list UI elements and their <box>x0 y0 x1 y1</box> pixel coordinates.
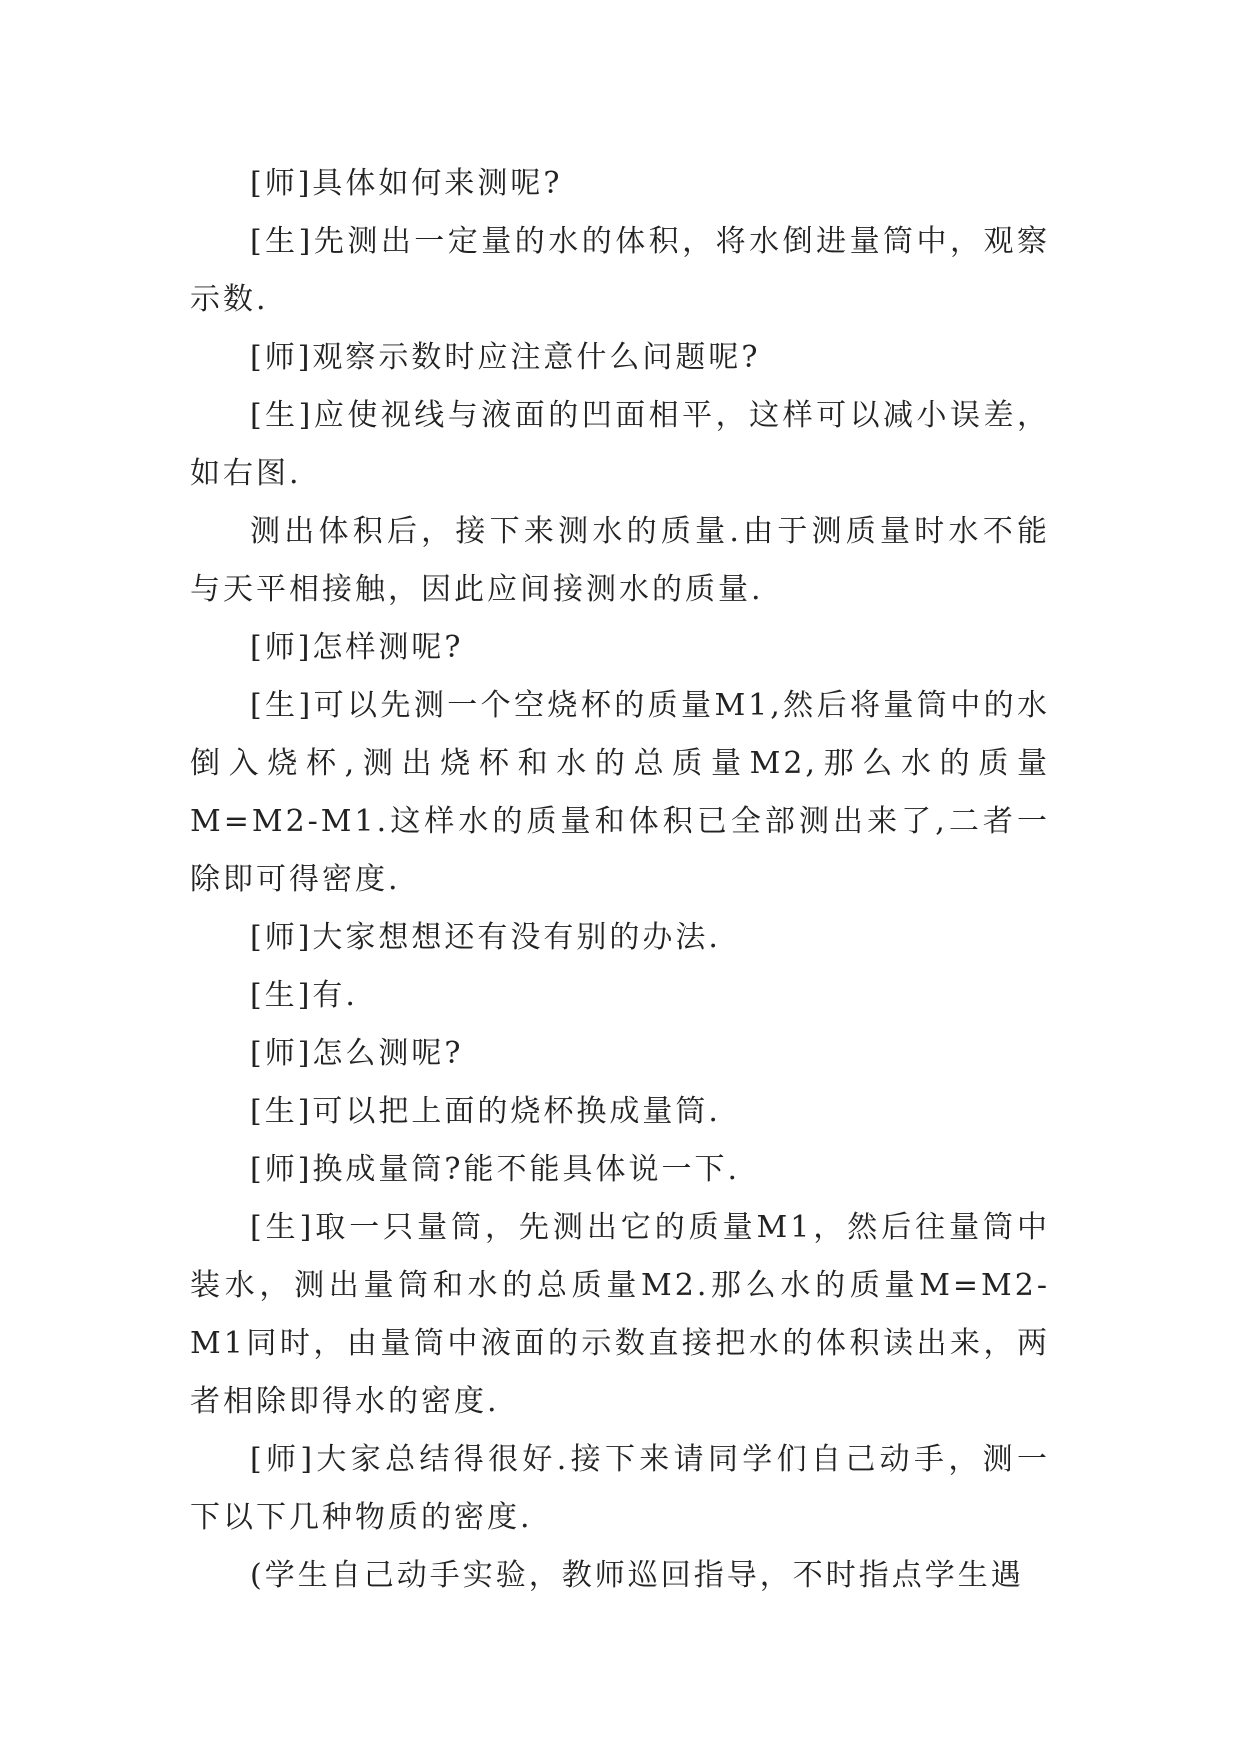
paragraph-13: [生]取一只量筒，先测出它的质量M1，然后往量筒中装水，测出量筒和水的总质量M2.那么水的质量M=M2-M1同时，由量筒中液面的示数直接把水的体积读出来，两者相除即得水的密度. <box>190 1210 1050 1419</box>
paragraph-7: [生]可以先测一个空烧杯的质量M1,然后将量筒中的水倒入烧杯,测出烧杯和水的总质量M2,那么水的质量M=M2-M1.这样水的质量和体积已全部测出来了,二者一除即可得密度. <box>190 688 1050 897</box>
paragraph-10: [师]怎么测呢? <box>250 1036 464 1071</box>
paragraph-1: [师]具体如何来测呢? <box>250 166 563 201</box>
paragraph-12: [师]换成量筒?能不能具体说一下. <box>250 1152 741 1187</box>
body-text <box>190 155 1050 1605</box>
paragraph-2: [生]先测出一定量的水的体积，将水倒进量筒中，观察示数. <box>190 224 1050 317</box>
paragraph-5: 测出体积后，接下来测水的质量.由于测质量时水不能与天平相接触，因此应间接测水的质量. <box>190 514 1050 607</box>
paragraph-11: [生]可以把上面的烧杯换成量筒. <box>250 1094 721 1129</box>
paragraph-3: [师]观察示数时应注意什么问题呢? <box>250 340 761 375</box>
paragraph-9: [生]有. <box>250 978 358 1013</box>
paragraph-15: (学生自己动手实验，教师巡回指导，不时指点学生遇 <box>250 1558 1024 1593</box>
paragraph-14: [师]大家总结得很好.接下来请同学们自己动手，测一下以下几种物质的密度. <box>190 1442 1050 1535</box>
paragraph-8: [师]大家想想还有没有别的办法. <box>250 920 721 955</box>
paragraph-4: [生]应使视线与液面的凹面相平，这样可以减小误差，如右图. <box>190 398 1050 491</box>
paragraph-6: [师]怎样测呢? <box>250 630 464 665</box>
